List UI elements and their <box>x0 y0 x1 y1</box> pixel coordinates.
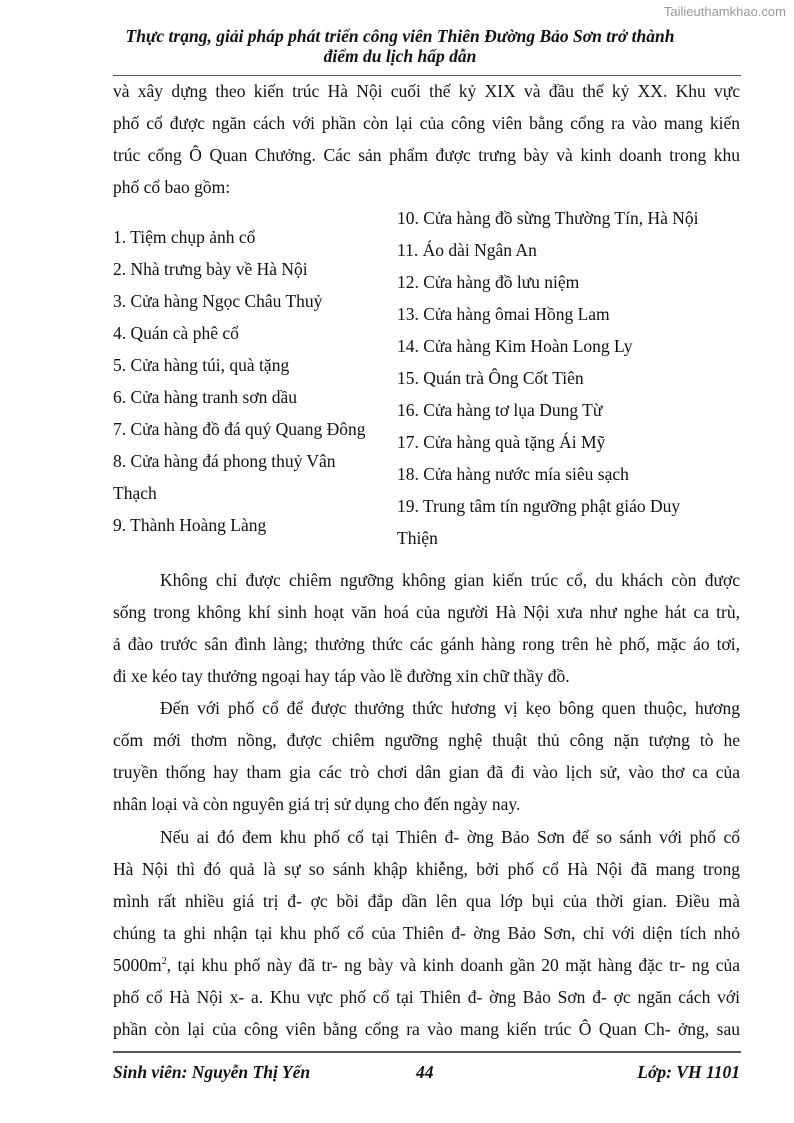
list-item: 4. Quán cà phê cổ <box>113 323 239 343</box>
text-line: phố cổ được ngăn cách với phần còn lại của công viên bằng cổng ra vào mang kiến <box>113 113 740 133</box>
paragraph-2 <box>113 564 740 692</box>
list-item: 3. Cửa hàng Ngọc Châu Thuỷ <box>113 291 323 311</box>
paragraph-3 <box>113 692 740 820</box>
text-line: cốm mới thơm nồng, được chiêm ngưỡng nghệ thuật thủ công nặn tượng tò he <box>113 730 740 750</box>
footer-rule <box>113 1051 741 1053</box>
page-number: 44 <box>416 1062 434 1082</box>
list-item: 8. Cửa hàng đá phong thuỷ Vân <box>113 451 336 471</box>
text-span: , tại khu phố này đã tr- ng bày và kinh doanh gần 20 mặt hàng đặc tr- ng của <box>166 955 740 975</box>
text-line: phố cổ bao gồm: <box>113 177 231 197</box>
list-item: 1. Tiệm chụp ảnh cổ <box>113 227 256 247</box>
list-item: Thiện <box>397 528 438 548</box>
text-line: Đến với phố cổ để được thưởng thức hương vị kẹo bông quen thuộc, hương <box>160 698 740 718</box>
list-item: 5. Cửa hàng túi, quà tặng <box>113 355 290 375</box>
area-superscript: 2 <box>161 956 167 968</box>
list-item: 2. Nhà trưng bày về Hà Nội <box>113 259 308 279</box>
area-value: 5000m <box>113 955 162 975</box>
text-line: Hà Nội thì đó quả là sự so sánh khập khiễng, bởi phố cổ Hà Nội đã mang trong <box>113 859 740 879</box>
text-line: đi xe kéo tay thưởng ngoại hay táp vào lề đường xin chữ thầy đồ. <box>113 666 570 686</box>
list-item: 7. Cửa hàng đồ đá quý Quang Đông <box>113 419 366 439</box>
list-item: 18. Cửa hàng nước mía siêu sạch <box>397 464 629 484</box>
header-title-line: điểm du lịch hấp dẫn <box>323 46 477 66</box>
shop-list-left <box>113 221 366 541</box>
shop-list-right <box>397 202 699 554</box>
list-item: 14. Cửa hàng Kim Hoàn Long Ly <box>397 336 633 356</box>
list-item: 6. Cửa hàng tranh sơn dầu <box>113 387 297 407</box>
text-line: mình rất nhiều giá trị đ- ợc bồi đắp dần lên qua lớp bụi của thời gian. Điều mà <box>113 891 740 911</box>
text-line: Không chỉ được chiêm ngưỡng không gian kiến trúc cổ, du khách còn được <box>160 570 740 590</box>
list-item: 12. Cửa hàng đồ lưu niệm <box>397 272 580 292</box>
paragraph-4 <box>113 821 740 1045</box>
paragraph-1 <box>113 75 740 203</box>
list-item: 13. Cửa hàng ômai Hồng Lam <box>397 304 610 324</box>
list-item: Thạch <box>113 483 157 503</box>
footer-class: Lớp: VH 1101 <box>637 1062 740 1082</box>
text-line: phố cổ Hà Nội x- a. Khu vực phố cổ tại Thiên đ- ờng Bảo Sơn đ- ợc ngăn cách với <box>113 987 740 1007</box>
text-line: truyền thống hay tham gia các trò chơi dân gian đã đi vào lịch sử, vào thơ ca của <box>113 762 740 782</box>
list-item: 9. Thành Hoàng Làng <box>113 515 267 535</box>
text-line: Nếu ai đó đem khu phố cổ tại Thiên đ- ờng Bảo Sơn để so sánh với phố cổ <box>160 827 740 847</box>
header-title <box>100 26 700 66</box>
footer-student: Sinh viên: Nguyễn Thị Yến <box>113 1062 311 1082</box>
text-line: sống trong không khí sinh hoạt văn hoá của người Hà Nội xưa như nghe hát ca trù, <box>113 602 740 622</box>
text-line: nhân loại và còn nguyên giá trị sử dụng cho đến ngày nay. <box>113 794 521 814</box>
text-line <box>113 949 740 981</box>
text-line: ả đào trước sân đình làng; thưởng thức các gánh hàng rong trên hè phố, mặc áo tơi, <box>113 634 740 654</box>
list-item: 10. Cửa hàng đồ sừng Thường Tín, Hà Nội <box>397 208 699 228</box>
list-item: 15. Quán trà Ông Cốt Tiên <box>397 368 584 388</box>
text-line: phần còn lại của công viên bằng cổng ra vào mang kiến trúc Ô Quan Ch- ởng, sau <box>113 1019 740 1039</box>
list-item: 17. Cửa hàng quà tặng Ái Mỹ <box>397 432 606 452</box>
text-line: trúc cổng Ô Quan Chưởng. Các sản phẩm được trưng bày và kinh doanh trong khu <box>113 145 740 165</box>
list-item: 11. Áo dài Ngân An <box>397 240 537 260</box>
text-line: chúng ta ghi nhận tại khu phố cổ của Thiên đ- ờng Bảo Sơn, chỉ với diện tích nhỏ <box>113 923 740 943</box>
list-item: 19. Trung tâm tín ngưỡng phật giáo Duy <box>397 496 681 516</box>
header-title-line: Thực trạng, giải pháp phát triển công viên Thiên Đường Bảo Sơn trở thành <box>125 26 675 46</box>
list-item: 16. Cửa hàng tơ lụa Dung Từ <box>397 400 603 420</box>
text-line: và xây dựng theo kiến trúc Hà Nội cuối thế kỷ XIX và đầu thế kỷ XX. Khu vực <box>113 81 740 101</box>
watermark: Tailieuthamkhao.com <box>663 4 786 19</box>
